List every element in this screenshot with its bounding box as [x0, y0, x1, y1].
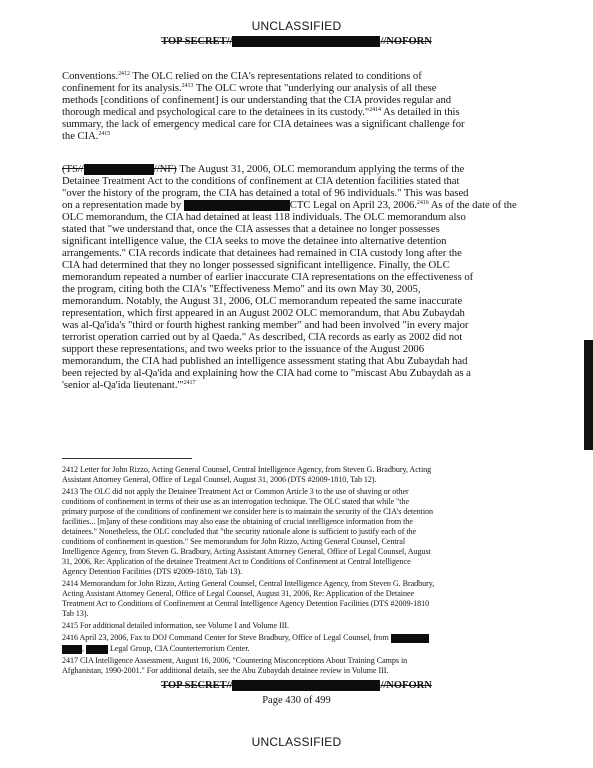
classification-footer-left: TOP SECRET// [161, 680, 233, 691]
text-line: thorough medical and psychological care to the detainees in its custody."$^{2414}$ As detailed in this [62, 106, 460, 118]
text-line: methods [conditions of confinement] is our understanding that the CIA provides regular and [62, 94, 452, 106]
classification-header-left: TOP SECRET// [161, 36, 233, 47]
footnote-line: Agency Detention Facilities (DTS #2009-1810, Tab 13). [62, 567, 243, 576]
redaction-block [62, 645, 82, 654]
footnote-line: facilities... [m]any of these conditions may also ease the obtaining of crucial intelligence information from the [62, 517, 413, 526]
footnote-line: conditions of confinement in question." See memorandum for John Rizzo, Acting General Counsel, Central [62, 537, 406, 546]
footnote-line: Treatment Act to Conditions of Confinement at Central Intelligence Agency Detention Facilities (DTS #2009-1810 [62, 599, 430, 608]
text-line: "over the history of the program, the CIA has detained a total of 96 individuals." This was based [62, 187, 469, 199]
footnote-line: 2417 CIA Intelligence Assessment, August 16, 2006, "Countering Misconceptions About Training Camps in [62, 656, 408, 665]
classification-header [0, 36, 593, 47]
footnote-line: Intelligence Agency, from Steven G. Bradbury, Acting Assistant Attorney General, Office of Legal Counsel, August [62, 547, 431, 556]
text-line: memorandum, the CIA had published an intelligence assessment stating that Abu Zubaydah had [62, 355, 468, 367]
text-line: the program, citing both the CIA's "Effectiveness Memo" and its own May 30, 2005, [62, 283, 421, 295]
footnote-line: conditions of confinement in terms of their use as an interrogation technique. The OLC stated that while "the [62, 497, 409, 506]
footnote-line: primary purpose of the conditions of confinement we consider here is to maintain the security of the CIA's detention [62, 507, 434, 516]
footnote-line: 2412 Letter for John Rizzo, Acting General Counsel, Central Intelligence Agency, from Steven G. Bradbury, Acting [62, 465, 432, 474]
redaction-block [232, 36, 380, 47]
footnote-line: Tab 13). [62, 609, 89, 618]
footnote-line: 2414 Memorandum for John Rizzo, Acting General Counsel, Central Intelligence Agency, from Steven G. Bradbury, [62, 579, 435, 588]
text-line: memorandum repeated a number of earlier inaccurate CIA representations on the effectiveness of [62, 271, 474, 283]
text-line: been rejected by al-Qa'ida and explaining how the CIA had come to "miscast Abu Zubaydah as a [62, 367, 471, 379]
text-line: summary, the lack of emergency medical care for CIA detainees was a significant challenge for [62, 118, 465, 130]
text-line: Conventions.$^{2412}$ The OLC relied on the CIA's representations related to conditions of [62, 70, 422, 82]
text-line: confinement for its analysis.$^{2413}$ The OLC wrote that "underlying our analysis of all these [62, 82, 437, 94]
redaction-block [84, 164, 154, 175]
footnote-line: , Legal Group, CIA Counterterrorism Center. [62, 644, 250, 654]
redaction-block [391, 634, 429, 643]
text-line: the CIA.$^{2415}$ [62, 130, 111, 142]
unclassified-banner-bottom: UNCLASSIFIED [251, 735, 342, 749]
text-line: arrangements." CIA records indicate that detainees had remained in CIA custody long after the [62, 247, 462, 259]
classification-footer-right: //NOFORN [380, 680, 432, 691]
text-line: stated that "we understand that, once the CIA assesses that a detainee no longer possesses [62, 223, 440, 235]
paragraph-marking-left: (TS// [62, 163, 84, 175]
page-number: Page 430 of 499 [262, 695, 331, 706]
text-line: (TS// //NF) The August 31, 2006, OLC memorandum applying the terms of the [62, 163, 465, 175]
text-line: OLC memorandum, the CIA had detained at least 118 individuals. The OLC memorandum also [62, 211, 466, 223]
classification-footer [0, 680, 593, 691]
text-line: on a representation made by CTC Legal on April 23, 2006.$^{2416}$ As of the date of the [62, 199, 517, 211]
footnote-line: Afghanistan, 1990-2001." For additional details, see the Abu Zubaydah detainee review in Volume III. [62, 666, 389, 675]
footnote-separator [62, 458, 192, 459]
redaction-block [232, 680, 380, 691]
paragraph-marking-right: //NF) [153, 163, 177, 175]
unclassified-banner-top: UNCLASSIFIED [251, 19, 342, 33]
text-line: was al-Qa'ida's "third or fourth highest ranking member" and had been involved "in every major [62, 319, 469, 331]
redaction-block [184, 200, 290, 211]
text-line: CIA had determined that they no longer possessed significant intelligence. Finally, the OLC [62, 259, 450, 271]
classification-header-right: //NOFORN [380, 36, 432, 47]
text-line: Detainee Treatment Act to the conditions of confinement at CIA detention facilities stated that [62, 175, 460, 187]
text-line: support these representations, and two weeks prior to the issuance of the August 2006 [62, 343, 425, 355]
footnote-line: 2416 April 23, 2006, Fax to DOJ Command Center for Steve Bradbury, Office of Legal Counsel, from [62, 633, 429, 643]
footnote-line: detainees." Nonetheless, the OLC concluded that "the security rationale alone is sufficient to justify each of the [62, 527, 417, 536]
text-line: representation, which first appeared in an August 2002 OLC memorandum, that Abu Zubaydah [62, 307, 465, 319]
redaction-block [86, 645, 108, 654]
footnote-line: 31, 2006, Re: Application of the detainee Treatment Act to Conditions of Confinement at Central Intelligence [62, 557, 411, 566]
footnote-line: 2413 The OLC did not apply the Detainee Treatment Act or Common Article 3 to the use of shaving or other [62, 487, 409, 496]
footnote-line: Assistant Attorney General, Office of Legal Counsel, August 31, 2006 (DTS #2009-1810, Tab 12). [62, 475, 377, 484]
page-edge-marker [584, 340, 593, 450]
text-line: terrorist operation carried out by al Qaeda." As described, CIA records as early as 2002 did not [62, 331, 463, 343]
text-line: memorandum. Notably, the August 31, 2006, OLC memorandum repeated the same inaccurate [62, 295, 463, 307]
footnote-line: 2415 For additional detailed information, see Volume I and Volume III. [62, 621, 289, 630]
footnote-line: Acting Assistant Attorney General, Office of Legal Counsel, August 31, 2006, Re: Application of the Detainee [62, 589, 415, 598]
text-line: significant intelligence value, the CIA seeks to move the detainee into alternative detention [62, 235, 447, 247]
text-line: 'senior al-Qa'ida lieutenant.'"$^{2417}$ [62, 379, 196, 391]
